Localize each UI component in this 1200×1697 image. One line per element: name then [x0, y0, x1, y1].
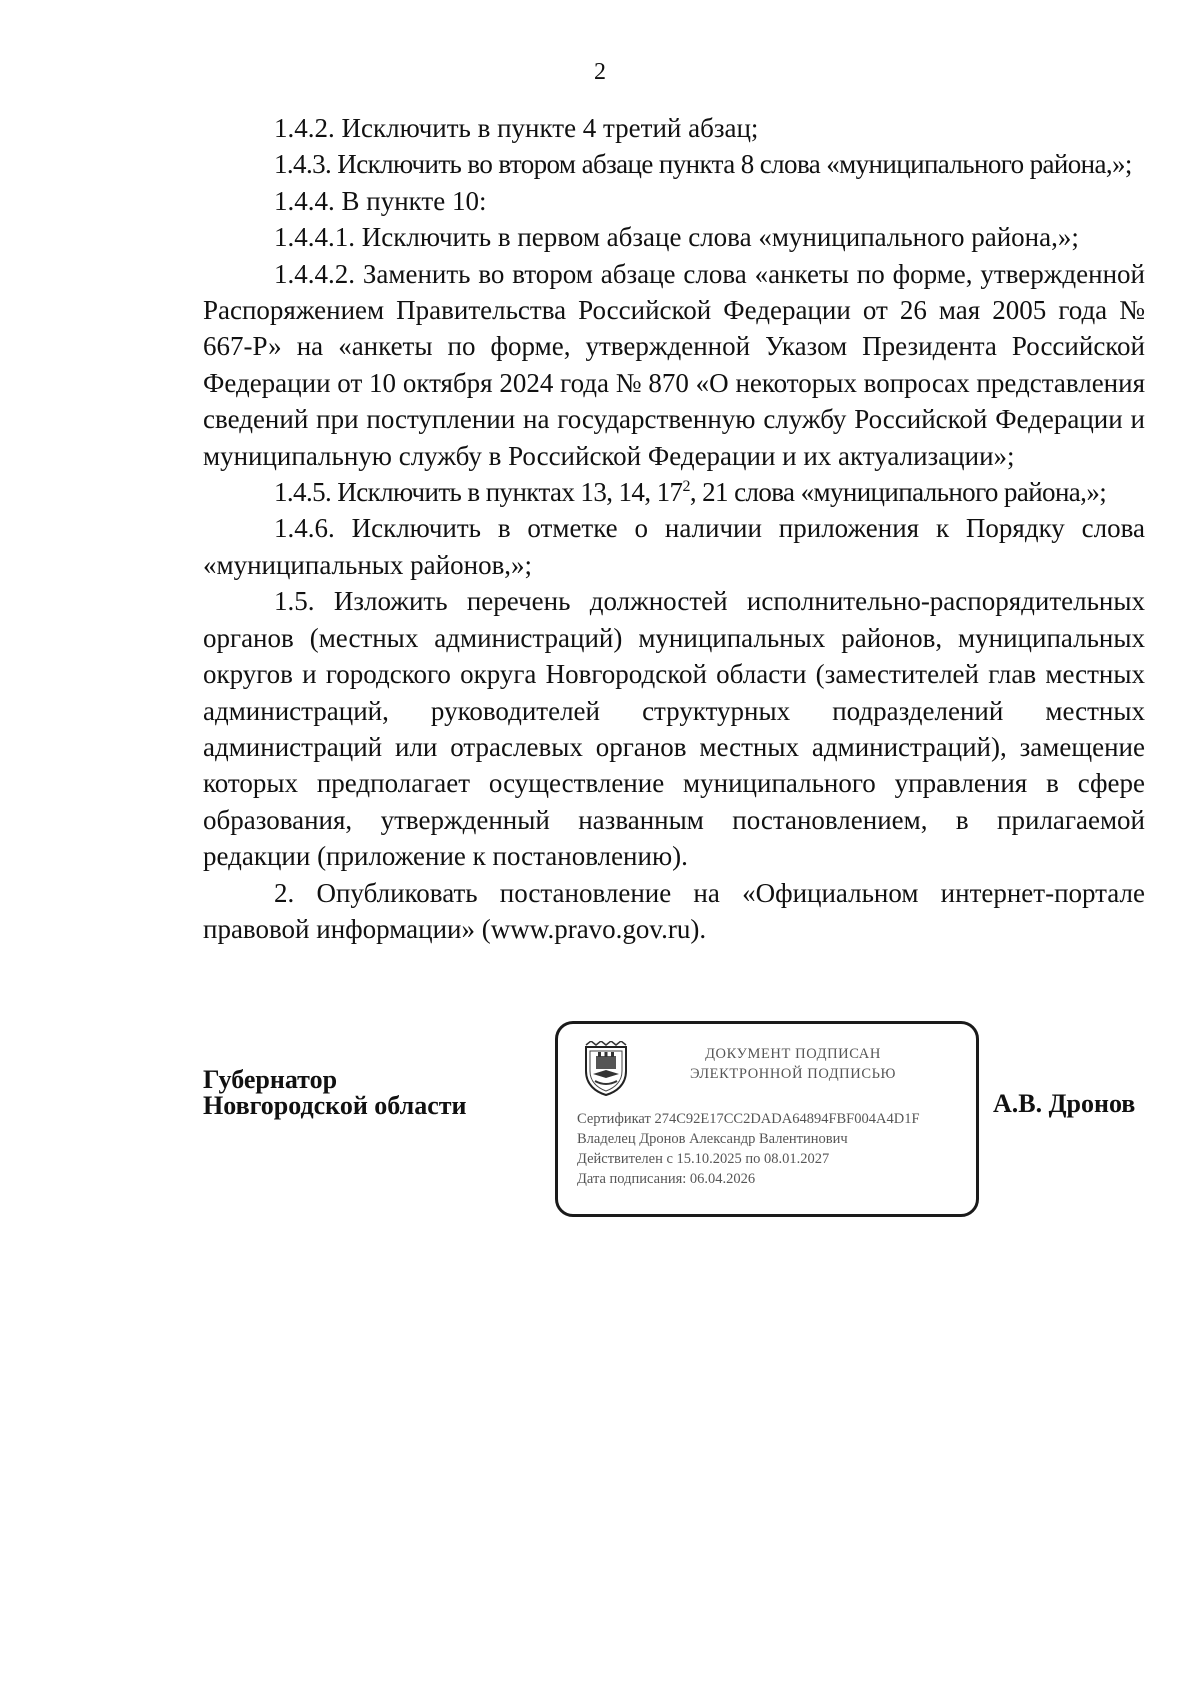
page-number: 2 [594, 59, 606, 85]
electronic-signature-stamp [555, 1021, 979, 1217]
signing-date: Дата подписания: 06.04.2026 [577, 1171, 756, 1187]
paragraph-1-4-5 [203, 474, 1145, 510]
signer-title [203, 1067, 467, 1119]
signer-title-line2: Новгородской области [203, 1091, 467, 1120]
signer-title-line1: Губернатор [203, 1065, 338, 1094]
certificate-number: Сертификат 274C92E17CC2DADA64894FBF004A4D1F [577, 1111, 920, 1127]
certificate-owner: Владелец Дронов Александр Валентинович [577, 1131, 848, 1147]
paragraph-1-4-5-text-start: 1.4.5. Исключить в пунктах 13, 14, 17 [274, 477, 683, 508]
stamp-details [577, 1109, 920, 1189]
paragraph-1-4-6: 1.4.6. Исключить в отметке о наличии приложения к Порядку слова «муниципальных районов,»; [203, 513, 1145, 580]
coat-of-arms-icon [583, 1041, 629, 1097]
paragraph-1-4-2: 1.4.2. Исключить в пункте 4 третий абзац; [274, 113, 759, 143]
stamp-header-line2: ЭЛЕКТРОННОЙ ПОДПИСЬЮ [689, 1066, 897, 1082]
paragraph-1-4-3: 1.4.3. Исключить во втором абзаце пункта 8 слова «муниципального района,»; [274, 149, 1132, 180]
paragraph-1-4-5-text-end: , 21 слова «муниципального района,»; [689, 477, 1107, 508]
stamp-header-line1: ДОКУМЕНТ ПОДПИСАН [705, 1046, 881, 1062]
paragraph-1-4-4-1: 1.4.4.1. Исключить в первом абзаце слова «муниципального района,»; [274, 222, 1079, 253]
certificate-validity: Действителен с 15.10.2025 по 08.01.2027 [577, 1151, 830, 1167]
stamp-header [678, 1044, 908, 1084]
paragraph-1-4-4: 1.4.4. В пункте 10: [274, 185, 487, 216]
superscript: 2 [682, 478, 690, 496]
paragraph-2: 2. Опубликовать постановление на «Официальном интернет-портале правовой информации» (www.pravo.gov.ru). [203, 877, 1145, 944]
paragraph-1-5: 1.5. Изложить перечень должностей исполнительно-распорядительных органов (местных администраций) муниципальных районов, муниципальных округов и городского округа Новгородской области (заместителей глав местных администраций, руководителей структурных подразделений местных администраций или отраслевых органов местных администраций), замещение которых предполагает осуществление муниципального управления в сфере образования, утвержденный названным постановлением, в прилагаемой редакции (приложение к постановлению). [203, 586, 1145, 872]
paragraph-1-4-4-2: 1.4.4.2. Заменить во втором абзаце слова «анкеты по форме, утвержденной Распоряжением Правительства Российской Федерации от 26 мая 2005 года № 667-Р» на «анкеты по форме, утвержденной Указом Президента Российской Федерации от 10 октября 2024 года № 870 «О некоторых вопросах представления сведений при поступлении на государственную службу Российской Федерации и муниципальную службу в Российской Федерации и их актуализации»; [203, 258, 1145, 471]
signer-name: А.В. Дронов [993, 1089, 1136, 1118]
document-body [203, 110, 1145, 947]
